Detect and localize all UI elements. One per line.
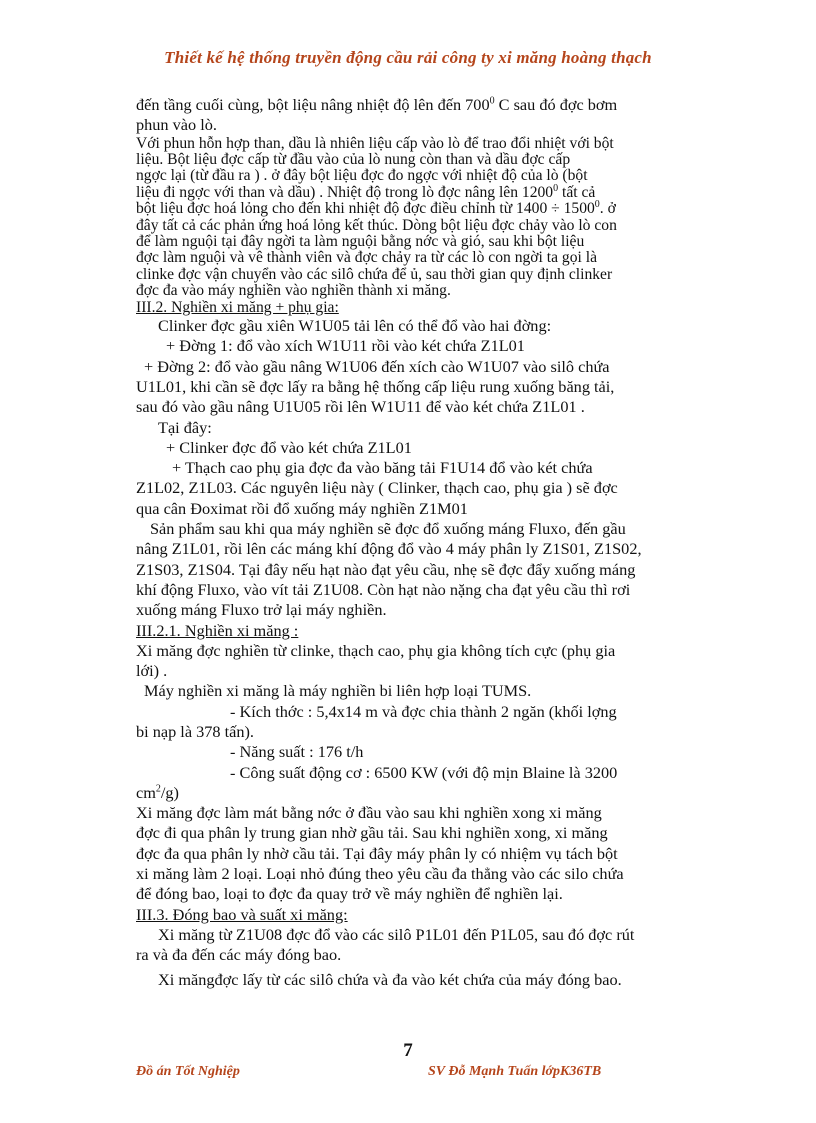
text-line: Z1L02, Z1L03. Các nguyên liệu này ( Clinker, thạch cao, phụ gia ) sẽ đợc <box>136 478 618 498</box>
document-body <box>136 95 734 990</box>
text-line: đợc đa qua phân ly nhờ cầu tải. Tại đây máy phân ly có nhiệm vụ tách bột <box>136 843 618 863</box>
text-line: + Thạch cao phụ gia đợc đa vào băng tải F1U14 đổ vào két chứa <box>172 458 593 478</box>
text-line: Tại đây: <box>158 417 212 437</box>
text-line: qua cân Đoximat rồi đổ xuống máy nghiền Z1M01 <box>136 498 468 518</box>
text-line: liệu đi ngợc với than và dầu) . Nhiệt độ trong lò đợc nâng lên 1200$^0$ tất cả <box>136 182 596 201</box>
text-line: + Đờng 2: đổ vào gầu nâng W1U06 đến xích cào W1U07 vào silô chứa <box>144 356 610 376</box>
text-line: để làm nguội tại đây ngời ta làm nguội bằng nớc và gió, sau khi bột liệu <box>136 233 585 251</box>
text-line: phun vào lò. <box>136 115 217 135</box>
text-line: Máy nghiền xi măng là máy nghiền bi liên hợp loại TUMS. <box>144 681 532 701</box>
text-line: Xi măng đợc nghiền từ clinke, thạch cao, phụ gia không tích cực (phụ gia <box>136 640 616 660</box>
text-line: khí động Fluxo, vào vít tải Z1U08. Còn hạt nào nặng cha đạt yêu cầu thì rơi <box>136 579 631 599</box>
text-line: liệu. Bột liệu đợc cấp từ đầu vào của lò nung còn than và dầu đợc cấp <box>136 151 571 168</box>
page-header: Thiết kế hệ thống truyền động cầu rải công ty xi măng hoàng thạch <box>164 48 652 67</box>
text-line: lới) . <box>136 661 168 681</box>
text-line: sau đó vào gầu nâng U1U05 rồi lên W1U11 để vào két chứa Z1L01 . <box>136 397 585 417</box>
text-line: Xi măngđợc lấy từ các silô chứa và đa vào két chứa của máy đóng bao. <box>158 969 622 989</box>
section-heading: III.2. Nghiền xi măng + phụ gia: <box>136 298 339 316</box>
footer-left: Đồ án Tốt Nghiệp <box>136 1064 240 1079</box>
text-line: Xi măng từ Z1U08 đợc đổ vào các silô P1L01 đến P1L05, sau đó đợc rút <box>158 924 635 944</box>
text-line: để đóng bao, loại to đợc đa quay trở về máy nghiền để nghiền lại. <box>136 884 563 904</box>
text-line: Xi măng đợc làm mát bằng nớc ở đầu vào sau khi nghiền xong xi măng <box>136 803 602 823</box>
text-line: ngợc lại (từ đầu ra ) . ở đây bột liệu đợc đo ngợc với nhiệt độ của lò (bột <box>136 167 588 185</box>
section-heading: III.2.1. Nghiền xi măng : <box>136 620 299 640</box>
text-line: Với phun hỗn hợp than, dầu là nhiên liệu cấp vào lò để trao đổi nhiệt với bột <box>136 134 614 152</box>
text-line: + Đờng 1: đổ vào xích W1U11 rồi vào két chứa Z1L01 <box>166 336 525 356</box>
text-line: Sản phẩm sau khi qua máy nghiền sẽ đợc đổ xuống máng Fluxo, đến gầu <box>150 519 626 539</box>
text-line: clinke đợc vận chuyển vào các silô chứa để ủ, sau thời gian quy định clinker <box>136 265 613 283</box>
text-line: bi nạp là 378 tấn). <box>136 722 255 741</box>
text-line: - Năng suất : 176 t/h <box>230 742 364 762</box>
text-line: đợc làm nguội và vê thành viên và đợc chảy ra từ các lò con ngời ta gọi là <box>136 249 597 267</box>
text-line: xi măng làm 2 loại. Loại nhỏ đúng theo yêu cầu đa thẳng vào các silo chứa <box>136 864 624 884</box>
page-number: 7 <box>403 1040 413 1061</box>
footer-right: SV Đỗ Mạnh Tuấn lớpK36TB <box>428 1064 602 1079</box>
text-line: $cm^2/g$) <box>136 782 179 802</box>
text-line: - Kích thớc : 5,4x14 m và đợc chia thành 2 ngăn (khối lợng <box>230 701 617 721</box>
text-line: Z1S03, Z1S04. Tại đây nếu hạt nào đạt yêu cầu, nhẹ sẽ đợc đẩy xuống máng <box>136 559 636 579</box>
section-heading: III.3. Đóng bao và suất xi măng: <box>136 904 348 924</box>
text-line: + Clinker đợc đổ vào két chứa Z1L01 <box>166 437 412 457</box>
text-line: U1L01, khi cần sẽ đợc lấy ra bằng hệ thống cấp liệu rung xuống băng tải, <box>136 376 615 396</box>
text-line: nâng Z1L01, rồi lên các máng khí động đổ vào 4 máy phân ly Z1S01, Z1S02, <box>136 539 642 559</box>
text-line: đợc đa vào máy nghiền vào nghiền thành xi măng. <box>136 282 451 300</box>
text-line: Clinker đợc gầu xiên W1U05 tải lên có thể đổ vào hai đờng: <box>158 316 552 336</box>
text-line: xuống máng Fluxo trở lại máy nghiền. <box>136 600 387 620</box>
text-line: bột liệu đợc hoá lỏng cho đến khi nhiệt độ đợc điều chỉnh từ $1400 \div 1500^0$. ở <box>136 199 616 218</box>
text-line: đợc đi qua phân ly trung gian nhờ gầu tải. Sau khi nghiền xong, xi măng <box>136 823 608 843</box>
text-line: ra và đa đến các máy đóng bao. <box>136 945 342 965</box>
text-line: đây tất cả các phản ứng hoá lỏng kết thúc. Dòng bột liệu đợc chảy vào lò con <box>136 216 617 234</box>
text-line: đến tầng cuối cùng, bột liệu nâng nhiệt độ lên đến $700^0$ C sau đó đợc bơm <box>136 95 618 114</box>
text-line: - Công suất động cơ : 6500 KW (với độ mịn Blaine là 3200 <box>230 762 618 782</box>
